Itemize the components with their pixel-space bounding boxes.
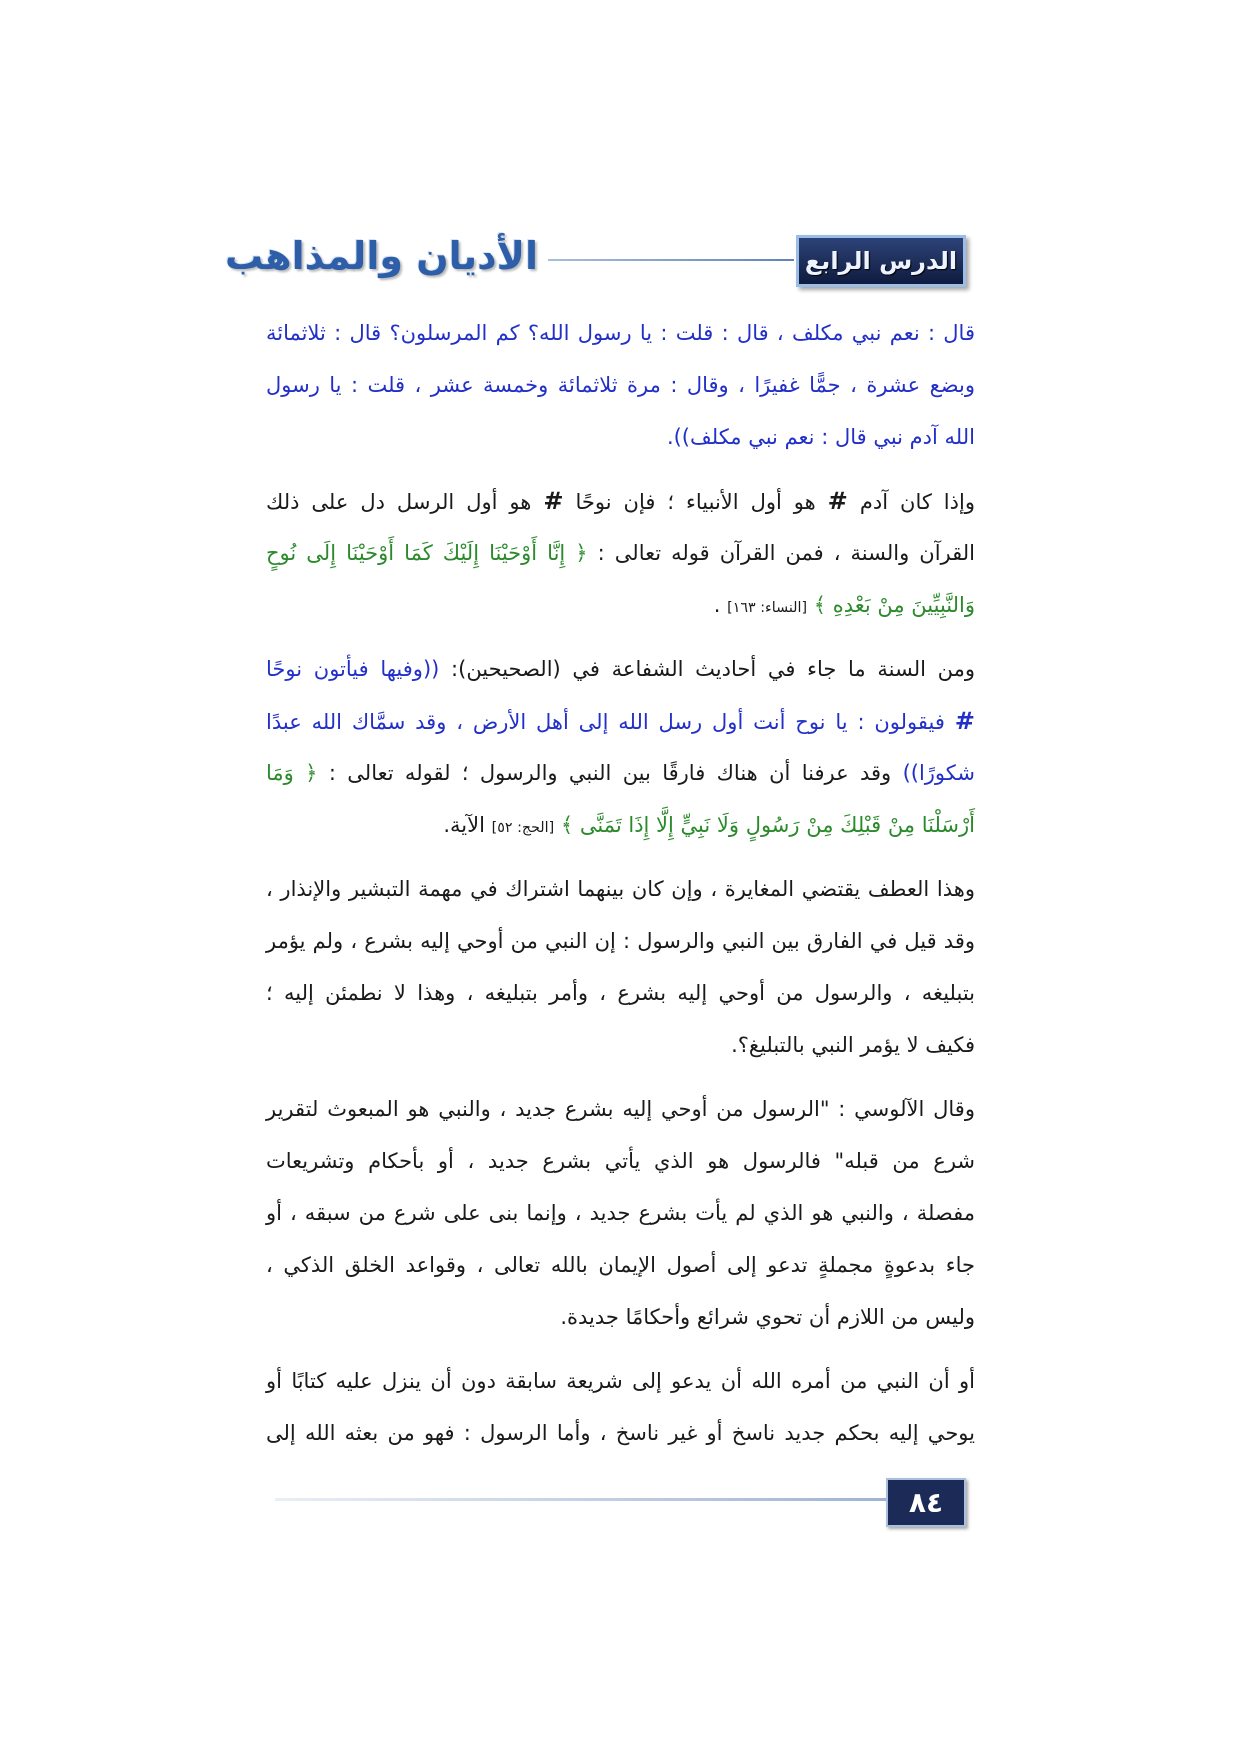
paragraph (266, 307, 975, 463)
paragraph (266, 863, 975, 1071)
text-line (266, 747, 975, 799)
paragraph (266, 475, 975, 631)
body-segment: هو أول الرسل دل على ذلك (266, 490, 532, 514)
body-segment: وقال الآلوسي : "الرسول من أوحي إليه بشرع جديد ، والنبي هو المبعوث لتقرير (266, 1097, 975, 1121)
body-segment: وهذا العطف يقتضي المغايرة ، وإن كان بينهما اشتراك في مهمة التبشير والإنذار ، (266, 877, 975, 901)
text-line (266, 695, 975, 747)
body-segment: وليس من اللازم أن تحوي شرائع وأحكامًا جديدة. (560, 1305, 975, 1329)
quran-verse: ﴿ إِنَّا أَوْحَيْنَا إِلَيْكَ كَمَا أَوْحَيْنَا إِلَى نُوحٍ (266, 541, 588, 565)
text-line (266, 1187, 975, 1239)
hadith-text: شكورًا)) (902, 761, 975, 785)
body-segment: يوحي إليه بحكم جديد ناسخ أو غير ناسخ ، وأما الرسول : فهو من بعثه الله إلى (266, 1421, 975, 1445)
text-line (266, 643, 975, 695)
header-divider (548, 259, 794, 261)
text-line (266, 799, 975, 851)
hadith-text: الله آدم نبي قال : نعم نبي مكلف)). (666, 425, 975, 449)
body-segment: هو أول الأنبياء ؛ فإن نوحًا (575, 490, 816, 514)
paragraph (266, 643, 975, 851)
page-number-badge (886, 1478, 966, 1527)
text-line (266, 411, 975, 463)
text-line (266, 915, 975, 967)
text-line (266, 863, 975, 915)
text-line (266, 359, 975, 411)
lesson-badge (796, 235, 966, 287)
hadith-text: قال : نعم نبي مكلف ، قال : قلت : يا رسول الله؟ كم المرسلون؟ قال : ثلاثمائة (266, 321, 975, 345)
body-segment: شرع من قبله" فالرسول هو الذي يأتي بشرع جديد ، أو بأحكام وتشريعات (266, 1149, 975, 1173)
text-line (266, 527, 975, 579)
body-segment: جاء بدعوةٍ مجملةٍ تدعو إلى أصول الإيمان بالله تعالى ، وقواعد الخلق الذكي ، (266, 1253, 975, 1277)
text-line (266, 967, 975, 1019)
lesson-label: الدرس الرابع (804, 247, 958, 275)
body-segment: أو أن النبي من أمره الله أن يدعو إلى شريعة سابقة دون أن ينزل عليه كتابًا أو (266, 1369, 975, 1393)
page-number: ٨٤ (908, 1486, 944, 1519)
text-line (266, 1407, 975, 1459)
text-line (266, 1135, 975, 1187)
text-line (266, 1083, 975, 1135)
body-segment: ومن السنة ما جاء في أحاديث الشفاعة في (الصحيحين): (451, 657, 976, 681)
text-line (266, 475, 975, 527)
hadith-text: وبضع عشرة ، جمًّا غفيرًا ، وقال : مرة ثلاثمائة وخمسة عشر ، قلت : يا رسول (266, 373, 975, 397)
paragraph (266, 1355, 975, 1459)
text-line (266, 1291, 975, 1343)
hadith-text: فيقولون : يا نوح أنت أول رسل الله إلى أهل الأرض ، وقد سمَّاك الله عبدًا (266, 710, 945, 734)
body-segment: مفصلة ، والنبي هو الذي لم يأت بشرع جديد ، وإنما بنى على شرع من سبقه ، أو (266, 1201, 975, 1225)
footer-divider (275, 1498, 886, 1501)
text-line (266, 579, 975, 631)
book-title: الأديان والمذاهب (225, 234, 538, 278)
honorific-symbol: # (954, 707, 975, 735)
hadith-text: ((وفيها فيأتون نوحًا (266, 657, 440, 681)
body-segment: وإذا كان آدم (859, 490, 975, 514)
quran-verse: أَرْسَلْنَا مِنْ قَبْلِكَ مِنْ رَسُولٍ وَلَا نَبِيٍّ إِلَّا إِذَا تَمَنَّى ﴾ (560, 813, 975, 837)
body-segment: الآية. (443, 813, 485, 837)
text-line (266, 1355, 975, 1407)
body-segment: القرآن والسنة ، فمن القرآن قوله تعالى : (597, 541, 975, 565)
verse-reference: [الحج: ٥٢] (491, 820, 555, 836)
text-line (266, 307, 975, 359)
body-segment: وقد عرفنا أن هناك فارقًا بين النبي والرسول ؛ لقوله تعالى : (328, 761, 892, 785)
honorific-symbol: # (827, 487, 848, 515)
text-line (266, 1239, 975, 1291)
body-text (266, 307, 975, 1459)
quran-verse: وَالنَّبِيِّينَ مِنْ بَعْدِهِ ﴾ (813, 593, 975, 617)
body-segment: وقد قيل في الفارق بين النبي والرسول : إن النبي من أوحي إليه بشرع ، ولم يؤمر (266, 929, 975, 953)
body-segment: بتبليغه ، والرسول من أوحي إليه بشرع ، وأمر بتبليغه ، وهذا لا نطمئن إليه ؛ (266, 981, 975, 1005)
verse-reference: [النساء: ١٦٣] (727, 600, 808, 616)
body-segment: فكيف لا يؤمر النبي بالتبليغ؟. (731, 1033, 975, 1057)
quran-verse: ﴿ وَمَا (266, 761, 318, 785)
paragraph (266, 1083, 975, 1343)
body-segment: . (713, 593, 721, 617)
text-line (266, 1019, 975, 1071)
honorific-symbol: # (543, 487, 564, 515)
